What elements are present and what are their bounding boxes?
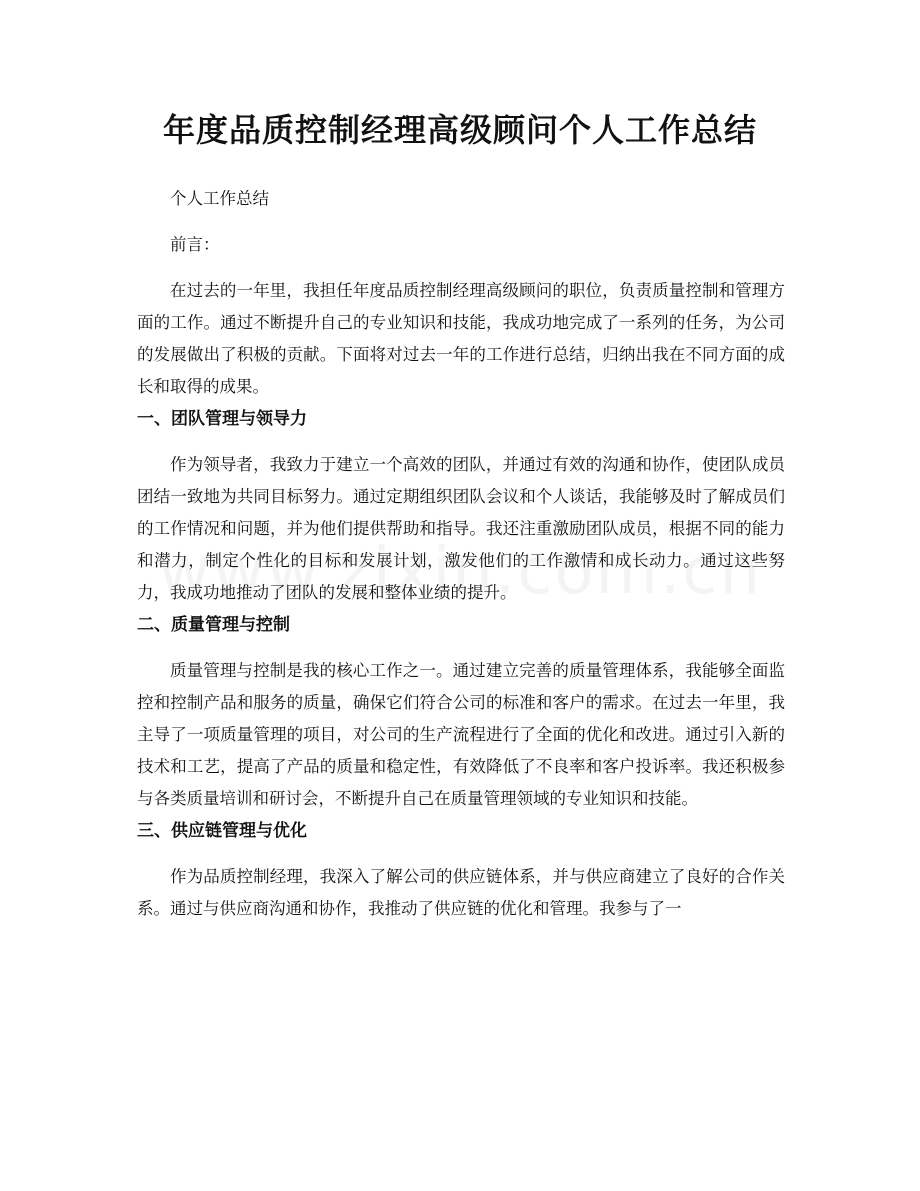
document-title: 年度品质控制经理高级顾问个人工作总结 xyxy=(162,111,757,149)
subtitle: 个人工作总结 xyxy=(170,189,269,208)
section-heading-supply-chain: 三、供应链管理与优化 xyxy=(137,821,307,841)
intro-paragraph: 在过去的一年里，我担任年度品质控制经理高级顾问的职位，负责质量控制和管理方面的工作。通过不断提升自己的专业知识和技能，我成功地完成了一系列的任务，为公司的发展做出了积极的贡献。下面将对过去一年的工作进行总结，归纳出我在不同方面的成长和取得的成果。 xyxy=(137,281,785,396)
preface-label: 前言： xyxy=(170,235,220,254)
section-heading-quality: 二、质量管理与控制 xyxy=(137,615,290,635)
document-body xyxy=(137,183,785,925)
section-body-quality: 质量管理与控制是我的核心工作之一。通过建立完善的质量管理体系，我能够全面监控和控制产品和服务的质量，确保它们符合公司的标准和客户的需求。在过去一年里，我主导了一项质量管理的项目，对公司的生产流程进行了全面的优化和改进。通过引入新的技术和工艺，提高了产品的质量和稳定性，有效降低了不良率和客户投诉率。我还积极参与各类质量培训和研讨会，不断提升自己在质量管理领域的专业知识和技能。 xyxy=(137,661,785,808)
section-heading-team: 一、团队管理与领导力 xyxy=(137,409,307,429)
section-body-supply-chain: 作为品质控制经理，我深入了解公司的供应链体系，并与供应商建立了良好的合作关系。通过与供应商沟通和协作，我推动了供应链的优化和管理。我参与了一 xyxy=(137,867,785,918)
section-body-team: 作为领导者，我致力于建立一个高效的团队，并通过有效的沟通和协作，使团队成员团结一致地为共同目标努力。通过定期组织团队会议和个人谈话，我能够及时了解成员们的工作情况和问题，并为他们提供帮助和指导。我还注重激励团队成员，根据不同的能力和潜力，制定个性化的目标和发展计划，激发他们的工作激情和成长动力。通过这些努力，我成功地推动了团队的发展和整体业绩的提升。 xyxy=(137,455,785,602)
